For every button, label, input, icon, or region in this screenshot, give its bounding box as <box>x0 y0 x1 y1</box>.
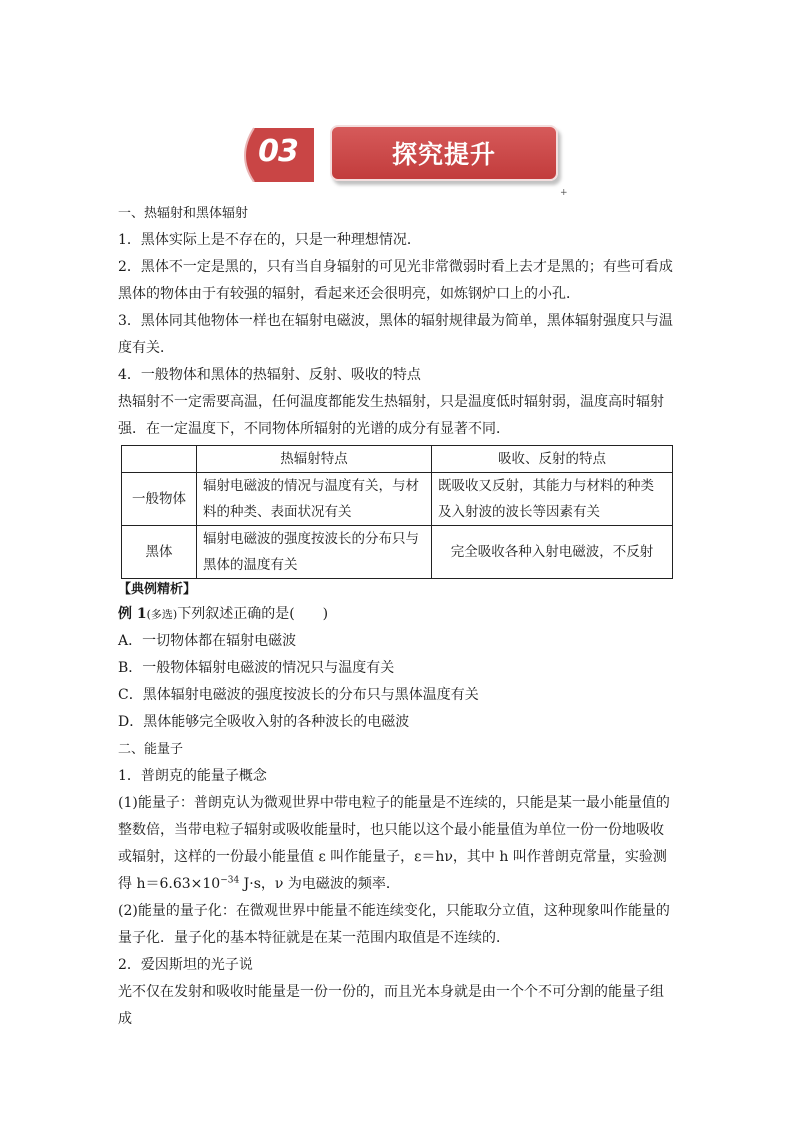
section-banner <box>236 124 562 186</box>
example-question-text: 下列叙述正确的是( ) <box>177 606 329 622</box>
table-row <box>122 473 673 526</box>
section2-p1-exponent: −34 <box>220 875 240 886</box>
example-tag: 【典例精析】 <box>118 582 197 597</box>
example-question <box>118 601 676 628</box>
document-body <box>118 200 676 1033</box>
table-cell: 既吸收又反射，其能力与材料的种类及入射波的波长等因素有关 <box>432 473 673 526</box>
example-label: 例 1 <box>118 606 147 622</box>
section2-p1b: 6.63×10 <box>159 876 221 892</box>
table-cell: 辐射电磁波的强度按波长的分布只与黑体的温度有关 <box>197 526 432 579</box>
table-header-cell <box>122 446 197 473</box>
section2-sub2: 2．爱因斯坦的光子说 <box>118 957 253 973</box>
option-d: D．黑体能够完全吸收入射的各种波长的电磁波 <box>118 714 410 730</box>
section1-item-1: 1．黑体实际上是不存在的，只是一种理想情况． <box>118 232 421 248</box>
section-title: 探究提升 <box>391 140 496 169</box>
radiation-table <box>121 445 673 579</box>
table-cell: 完全吸收各种入射电磁波，不反射 <box>432 526 673 579</box>
table-row <box>122 526 673 579</box>
table-header-row <box>122 446 673 473</box>
table-cell: 黑体 <box>122 526 197 579</box>
section1-heading: 一、热辐射和黑体辐射 <box>118 206 249 221</box>
section2-p1 <box>118 790 676 898</box>
option-c: C．黑体辐射电磁波的强度按波长的分布只与黑体温度有关 <box>118 687 479 703</box>
section1-item-3: 3．黑体同其他物体一样也在辐射电磁波，黑体的辐射规律最为简单，黑体辐射强度只与温度有关． <box>118 313 673 356</box>
table-header-cell: 吸收、反射的特点 <box>432 446 673 473</box>
example-note: (多选) <box>146 608 178 621</box>
table-cell: 辐射电磁波的情况与温度有关，与材料的种类、表面状况有关 <box>197 473 432 526</box>
plus-mark: + <box>560 188 568 198</box>
section2-heading: 二、能量子 <box>118 742 184 757</box>
table-cell: 一般物体 <box>122 473 197 526</box>
section1-item-4: 4．一般物体和黑体的热辐射、反射、吸收的特点 <box>118 367 421 383</box>
section2-p1c: J·s，ν 为电磁波的频率． <box>239 876 400 892</box>
section1-item-2: 2．黑体不一定是黑的，只有当自身辐射的可见光非常微弱时看上去才是黑的；有些可看成黑体的物体由于有较强的辐射，看起来还会很明亮，如炼钢炉口上的小孔． <box>118 259 673 302</box>
section2-sub1: 1．普朗克的能量子概念 <box>118 768 267 784</box>
section2-p2: (2)能量的量子化：在微观世界中能量不能连续变化，只能取分立值，这种现象叫作能量的量子化．量子化的基本特征就是在某一范围内取值是不连续的． <box>118 903 670 946</box>
table-header-cell: 热辐射特点 <box>197 446 432 473</box>
section-number: 03 <box>258 134 298 169</box>
section1-paragraph: 热辐射不一定需要高温，任何温度都能发生热辐射，只是温度低时辐射弱，温度高时辐射强．在一定温度下，不同物体所辐射的光谱的成分有显著不同． <box>118 394 664 437</box>
option-b: B．一般物体辐射电磁波的情况只与温度有关 <box>118 660 395 676</box>
section2-p1a: (1)能量子：普朗克认为微观世界中带电粒子的能量是不连续的，只能是某一最小能量值的整数倍，当带电粒子辐射或吸收能量时，也只能以这个最小能量值为单位一份一份地吸收或辐射，这样的一份最小能量值 ε 叫作能量子，ε＝hν，其中 h 叫作普朗克常量，实验测得 h＝ <box>118 795 670 892</box>
section2-p3: 光不仅在发射和吸收时能量是一份一份的，而且光本身就是由一个个不可分割的能量子组成 <box>118 984 664 1027</box>
option-a: A．一切物体都在辐射电磁波 <box>118 633 297 649</box>
